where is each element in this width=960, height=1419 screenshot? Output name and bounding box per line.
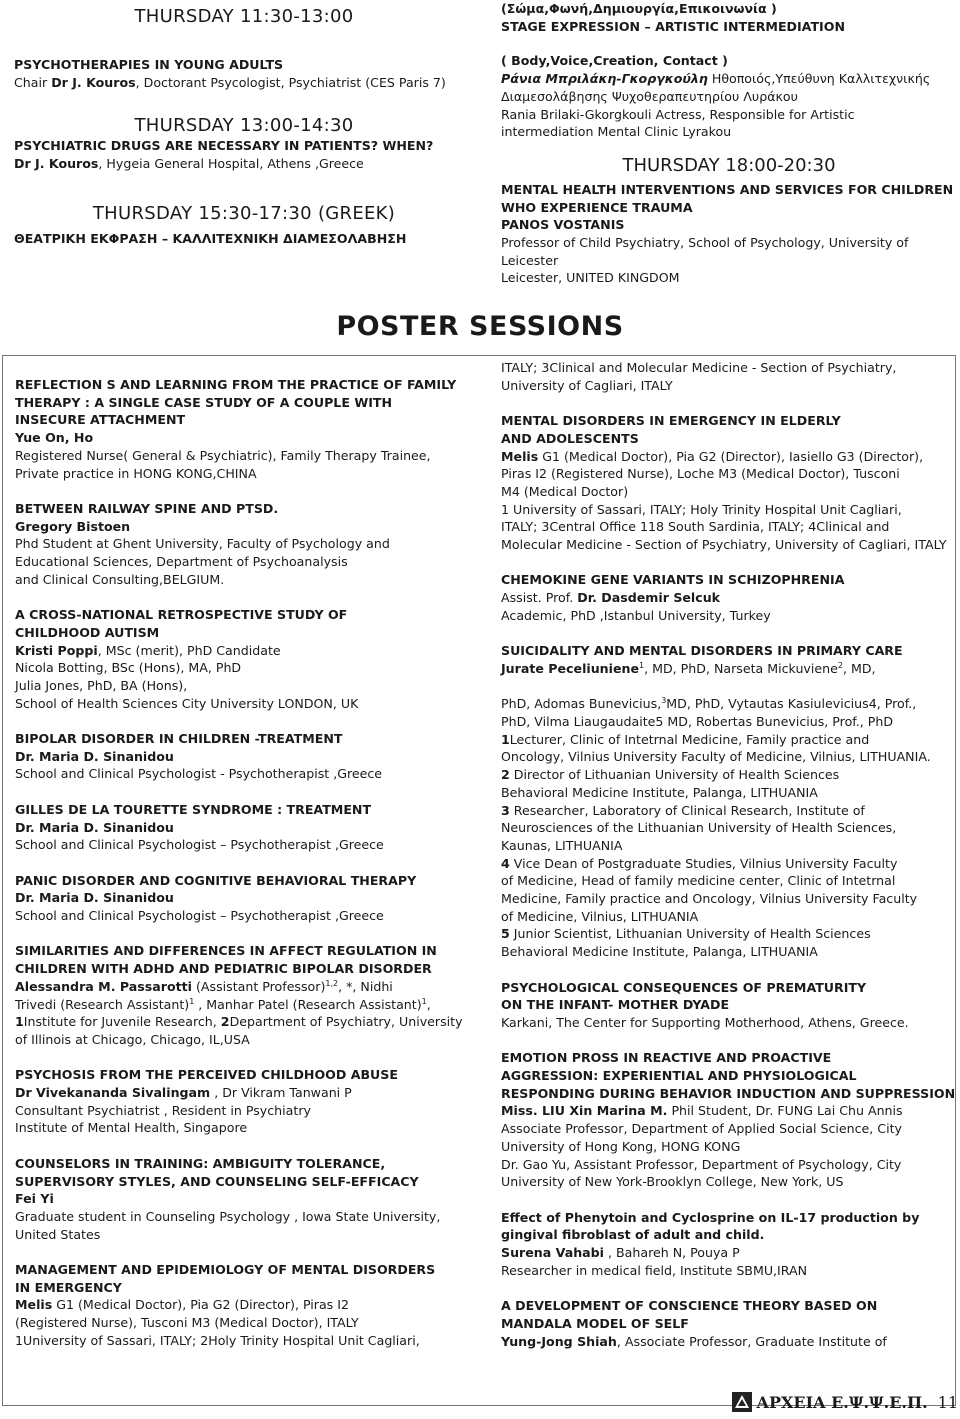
session-subtitle-greek: (Σώμα,Φωνή,Δημιουργία,Επικοινωνία ) <box>501 1 777 16</box>
schedule-heading-2: THURSDAY 13:00-14:30 <box>134 115 354 137</box>
poster-entry <box>501 1209 956 1280</box>
entry-text: , <box>426 996 431 1012</box>
entry-line <box>15 642 480 660</box>
entry-line <box>15 978 480 996</box>
entry-text: Melis <box>501 448 539 464</box>
entry-line: AGGRESSION: EXPERIENTIAL AND PHYSIOLOGICAL <box>501 1068 857 1084</box>
speaker-line: Διαμεσολάβησης Ψυχοθεραπευτηρίου Λυράκου <box>501 88 798 104</box>
entry-line: University of Cagliari, ITALY <box>501 377 673 393</box>
poster-entry <box>501 359 956 394</box>
entry-text: Jurate Peceliuniene <box>501 660 640 676</box>
entry-line: Dr. Maria D. Sinanidou <box>15 819 174 835</box>
entry-line: School and Clinical Psychologist – Psychotherapist ,Greece <box>15 908 384 924</box>
entry-text: 2 <box>501 767 510 783</box>
entry-line: Molecular Medicine - Section of Psychiatry, University of Cagliari, ITALY <box>501 537 947 553</box>
entry-line <box>501 448 956 466</box>
entry-line: Yue On, Ho <box>15 430 94 446</box>
entry-text: , *, Nidhi <box>338 978 393 994</box>
entry-line: Phd Student at Ghent University, Faculty of Psychology and <box>15 536 390 552</box>
entry-text: , Bahareh N, Pouya P <box>604 1245 740 1261</box>
entry-line: CHEMOKINE GENE VARIANTS IN SCHIZOPHRENIA <box>501 572 845 588</box>
poster-entry <box>15 1155 480 1244</box>
speaker-role: Ηθοποιός,Υπεύθυνη Καλλιτεχνικής <box>707 71 931 87</box>
entry-line: AND ADOLESCENTS <box>501 430 639 446</box>
top-right-column <box>501 0 957 287</box>
entry-line: Medicine, Family practice and Oncology, Vilnius University Faculty <box>501 891 918 907</box>
entry-line <box>501 855 956 873</box>
entry-line: (Registered Nurse), Tusconi M3 (Medical Doctor), ITALY <box>15 1315 359 1331</box>
entry-line: Institute of Mental Health, Singapore <box>15 1120 248 1136</box>
entry-text: G1 (Medical Doctor), Pia G2 (Director), Piras I2 <box>52 1297 349 1313</box>
entry-text: Dr. Dasdemir Selcuk <box>577 590 721 606</box>
entry-line: Behavioral Medicine Institute, Palanga, LITHUANIA <box>501 944 818 960</box>
entry-line: Dr. Maria D. Sinanidou <box>15 748 174 764</box>
entry-line: Dr. Maria D. Sinanidou <box>15 890 174 906</box>
entry-line: Nicola Botting, BSc (Hons), MA, PhD <box>15 660 242 676</box>
session-title: MENTAL HEALTH INTERVENTIONS AND SERVICES FOR CHILDREN <box>501 181 954 197</box>
entry-text: , MD, <box>842 660 876 676</box>
entry-line: School of Health Sciences City University LONDON, UK <box>15 695 359 711</box>
poster-entry <box>15 872 480 925</box>
session-speaker <box>14 155 474 173</box>
entry-line: THERAPY : A SINGLE CASE STUDY OF A COUPLE WITH <box>15 394 393 410</box>
entry-text: 1,2 <box>325 978 339 988</box>
entry-line: School and Clinical Psychologist – Psychotherapist ,Greece <box>15 837 384 853</box>
entry-text: 2 <box>220 1014 230 1030</box>
entry-line <box>501 589 956 607</box>
poster-entry <box>501 571 956 624</box>
entry-line: Consultant Psychiatrist , Resident in Psychiatry <box>15 1102 311 1118</box>
entry-line: gingival fibroblast of adult and child. <box>501 1227 765 1243</box>
entry-text: 1 <box>15 1014 24 1030</box>
entry-line: EMOTION PROSS IN REACTIVE AND PROACTIVE <box>501 1050 832 1066</box>
entry-line: Educational Sciences, Department of Psychoanalysis <box>15 554 348 570</box>
entry-text: MD, PhD, Vytautas Kasiulevicius4, Prof., <box>666 696 917 712</box>
entry-line: Associate Professor, Department of Applied Social Science, City <box>501 1121 902 1137</box>
entry-line: MENTAL DISORDERS IN EMERGENCY IN ELDERLY <box>501 413 841 429</box>
entry-line: Private practice in HONG KONG,CHINA <box>15 465 257 481</box>
poster-entry <box>15 1261 480 1350</box>
entry-line: IN EMERGENCY <box>15 1279 122 1295</box>
entry-line: GILLES DE LA TOURETTE SYNDROME : TREATMENT <box>15 801 372 817</box>
entry-line: PSYCHOSIS FROM THE PERCEIVED CHILDHOOD ABUSE <box>15 1067 398 1083</box>
entry-line: University of New York-Brooklyn College, New York, US <box>501 1174 844 1190</box>
entry-text: Director of Lithuanian University of Health Sciences <box>509 767 840 783</box>
entry-line: CHILDREN WITH ADHD AND PEDIATRIC BIPOLAR DISORDER <box>15 961 432 977</box>
schedule-heading-4: THURSDAY 18:00-20:30 <box>622 154 836 176</box>
entry-line <box>501 766 956 784</box>
entry-text: 4 <box>501 855 510 871</box>
entry-line <box>15 996 480 1014</box>
entry-line: SUICIDALITY AND MENTAL DISORDERS IN PRIMARY CARE <box>501 643 903 659</box>
schedule-heading-1: THURSDAY 11:30-13:00 <box>134 6 354 27</box>
journal-emblem-icon <box>731 1391 753 1413</box>
entry-text: 1 <box>421 996 427 1006</box>
entry-text: Yung-Jong Shiah <box>501 1333 617 1349</box>
entry-line: of Illinois at Chicago, Chicago, IL,USA <box>15 1031 250 1047</box>
chair-label: Chair <box>14 74 52 90</box>
entry-line <box>501 1244 956 1262</box>
entry-line: Academic, PhD ,Istanbul University, Turkey <box>501 607 771 623</box>
entry-line: RESPONDING DURING BEHAVIOR INDUCTION AND SUPPRESSION <box>501 1085 956 1101</box>
entry-line: ITALY; 3Central Office 118 South Sardinia, ITALY; 4Clinical and <box>501 519 890 535</box>
session-chair <box>14 74 474 92</box>
entry-line <box>501 1333 956 1351</box>
entry-line: BETWEEN RAILWAY SPINE AND PTSD. <box>15 500 279 516</box>
entry-line: A DEVELOPMENT OF CONSCIENCE THEORY BASED ON <box>501 1298 878 1314</box>
entry-line: Registered Nurse( General & Psychiatric), Family Therapy Trainee, <box>15 447 431 463</box>
entry-text: Vice Dean of Postgraduate Studies, Vilnius University Faculty <box>509 855 898 871</box>
session-title: STAGE EXPRESSION – ARTISTIC INTERMEDIATION <box>501 18 845 34</box>
journal-logo <box>731 1391 928 1413</box>
poster-left-column <box>15 376 480 1350</box>
entry-text: Assist. Prof. <box>501 590 578 606</box>
entry-text: 1 <box>501 731 510 747</box>
poster-entry <box>15 606 480 712</box>
entry-line <box>501 1102 956 1120</box>
entry-line: Neurosciences of the Lithuanian University of Health Sciences, <box>501 820 897 836</box>
entry-text: Researcher, Laboratory of Clinical Research, Institute of <box>509 802 865 818</box>
session-title: WHO EXPERIENCE TRAUMA <box>501 199 693 215</box>
entry-line: M4 (Medical Doctor) <box>501 483 629 499</box>
poster-sessions-title: POSTER SESSIONS <box>336 311 624 342</box>
schedule-heading-3: THURSDAY 15:30-17:30 (GREEK) <box>92 202 396 224</box>
entry-text: Melis <box>15 1297 53 1313</box>
entry-text: 3 <box>661 696 667 706</box>
poster-right-column <box>501 359 956 1350</box>
entry-line: SUPERVISORY STYLES, AND COUNSELING SELF-EFFICACY <box>15 1173 419 1189</box>
entry-text: Surena Vahabi <box>501 1245 604 1261</box>
entry-text: PhD, Adomas Bunevicius, <box>501 696 662 712</box>
poster-entry <box>15 376 480 482</box>
entry-line: INSECURE ATTACHMENT <box>15 412 186 428</box>
entry-line <box>15 1296 480 1314</box>
entry-line: Dr. Gao Yu, Assistant Professor, Department of Psychology, City <box>501 1156 902 1172</box>
entry-line: REFLECTION S AND LEARNING FROM THE PRACTICE OF FAMILY <box>15 377 457 392</box>
chair-name: Dr J. Kouros <box>51 74 136 90</box>
entry-line: and Clinical Consulting,BELGIUM. <box>15 571 225 587</box>
entry-text: , Associate Professor, Graduate Institute of <box>616 1333 887 1349</box>
speaker-name: Dr J. Kouros <box>14 156 99 172</box>
poster-entry <box>15 730 480 783</box>
entry-line: Researcher in medical field, Institute SBMU,IRAN <box>501 1262 808 1278</box>
entry-line: PANIC DISORDER AND COGNITIVE BEHAVIORAL THERAPY <box>15 872 417 888</box>
entry-line: MANAGEMENT AND EPIDEMIOLOGY OF MENTAL DISORDERS <box>15 1262 436 1278</box>
entry-line: A CROSS-NATIONAL RETROSPECTIVE STUDY OF <box>15 607 348 623</box>
entry-line: Fei Yi <box>15 1191 54 1207</box>
entry-line <box>15 1084 480 1102</box>
poster-entry <box>15 1066 480 1137</box>
entry-line <box>501 925 956 943</box>
session-title: PSYCHIATRIC DRUGS ARE NECESSARY IN PATIENTS? WHEN? <box>14 138 434 154</box>
entry-text: 3 <box>501 802 510 818</box>
poster-entry <box>501 979 956 1032</box>
entry-line: United States <box>15 1226 101 1242</box>
entry-line: Gregory Bistoen <box>15 518 131 534</box>
page-footer <box>731 1387 958 1417</box>
entry-line: of Medicine, Head of family medicine center, Clinic of Intetrnal <box>501 873 896 889</box>
entry-text: Lecturer, Clinic of Intetrnal Medicine, Family practice and <box>509 731 870 747</box>
entry-line: BIPOLAR DISORDER IN CHILDREN -TREATMENT <box>15 731 343 747</box>
entry-line: ON THE INFANT- MOTHER DYADE <box>501 997 730 1013</box>
entry-text: , MD, PhD, Narseta Mickuviene <box>644 660 838 676</box>
entry-text: 5 <box>501 926 510 942</box>
entry-text: Trivedi (Research Assistant) <box>15 996 190 1012</box>
entry-line: 1 University of Sassari, ITALY; Holy Trinity Hospital Unit Cagliari, <box>501 501 902 517</box>
poster-entry <box>501 1049 956 1191</box>
journal-title: ΑΡΧΕΙΑ Ε.Ψ.Ψ.Ε.Π. <box>756 1392 928 1412</box>
entry-line: COUNSELORS IN TRAINING: AMBIGUITY TOLERANCE, <box>15 1155 386 1171</box>
speaker-line: Rania Brilaki-Gkorgkouli Actress, Responsible for Artistic <box>501 106 855 122</box>
speaker-affiliation: Leicester, UNITED KINGDOM <box>501 270 680 286</box>
entry-line: PSYCHOLOGICAL CONSEQUENCES OF PREMATURITY <box>501 979 867 995</box>
entry-text: (Assistant Professor) <box>191 978 326 994</box>
entry-line: ITALY; 3Clinical and Molecular Medicine - Section of Psychiatry, <box>501 360 897 375</box>
entry-text: 1 <box>189 996 195 1006</box>
entry-line: School and Clinical Psychologist - Psychotherapist ,Greece <box>15 766 383 782</box>
entry-text: 1 <box>639 660 645 670</box>
entry-line: University of Hong Kong, HONG KONG <box>501 1138 741 1154</box>
entry-line <box>501 802 956 820</box>
entry-text: Department of Psychiatry, University <box>229 1014 463 1030</box>
top-left-column <box>14 6 474 248</box>
entry-line <box>501 660 956 678</box>
page-number: 11 <box>937 1392 958 1412</box>
entry-text: Junior Scientist, Lithuanian University of Health Sciences <box>509 926 871 942</box>
entry-line: Piras I2 (Registered Nurse), Loche M3 (Medical Doctor), Tusconi <box>501 466 900 482</box>
entry-line <box>501 695 956 713</box>
session-title: ΘΕΑΤΡΙΚΗ ΕΚΦΡΑΣΗ – ΚΑΛΛΙΤΕΧΝΙΚΗ ΔΙΑΜΕΣΟΛΑΒΗΣΗ <box>14 230 407 246</box>
speaker-line <box>501 70 957 88</box>
entry-text: , Manhar Patel (Research Assistant) <box>194 996 422 1012</box>
entry-line: CHILDHOOD AUTISM <box>15 624 160 640</box>
entry-text: Alessandra M. Passarotti <box>15 978 192 994</box>
poster-entry <box>501 1297 956 1350</box>
entry-line: 1University of Sassari, ITALY; 2Holy Trinity Hospital Unit Cagliari, <box>15 1332 420 1348</box>
poster-entry <box>501 412 956 554</box>
entry-text: Dr Vivekananda Sivalingam <box>15 1085 211 1101</box>
speaker-name: Ράνια Μπριλάκη-Γκοργκούλη <box>501 71 708 87</box>
speaker-name: PANOS VOSTANIS <box>501 217 625 233</box>
entry-line <box>501 731 956 749</box>
entry-text: Institute for Juvenile Research, <box>23 1014 221 1030</box>
poster-entry <box>15 942 480 1048</box>
entry-line: of Medicine, Vilnius, LITHUANIA <box>501 908 699 924</box>
poster-entry <box>501 642 956 961</box>
entry-line: MANDALA MODEL OF SELF <box>501 1315 689 1331</box>
entry-text: , Dr Vikram Tanwani P <box>210 1085 352 1101</box>
entry-line: Oncology, Vilnius University Faculty of Medicine, Vilnius, LITHUANIA. <box>501 749 931 765</box>
entry-line: Karkani, The Center for Supporting Motherhood, Athens, Greece. <box>501 1014 909 1030</box>
poster-entry <box>15 500 480 589</box>
entry-line <box>501 678 956 696</box>
entry-text: , MSc (merit), PhD Candidate <box>97 642 281 658</box>
entry-text: G1 (Medical Doctor), Pia G2 (Director), Iasiello G3 (Director), <box>538 448 924 464</box>
entry-line: SIMILARITIES AND DIFFERENCES IN AFFECT REGULATION IN <box>15 943 437 959</box>
entry-text: Miss. LIU Xin Marina M. <box>501 1103 668 1119</box>
speaker-affiliation: Professor of Child Psychiatry, School of Psychology, University of Leicester <box>501 235 909 268</box>
entry-text: Phil Student, Dr. FUNG Lai Chu Annis <box>667 1103 903 1119</box>
speaker-affiliation: , Hygeia General Hospital, Athens ,Greece <box>98 156 364 172</box>
entry-line: Julia Jones, PhD, BA (Hons), <box>15 677 188 693</box>
entry-line: PhD, Vilma Liaugaudaite5 MD, Robertas Bunevicius, Prof., PhD <box>501 714 894 729</box>
entry-text: Kristi Poppi <box>15 642 98 658</box>
entry-line: Behavioral Medicine Institute, Palanga, LITHUANIA <box>501 784 818 800</box>
entry-line <box>15 1013 480 1031</box>
chair-affiliation: , Doctorant Psycologist, Psychiatrist (CES Paris 7) <box>135 74 446 90</box>
entry-line: Graduate student in Counseling Psychology , Iowa State University, <box>15 1208 441 1224</box>
speaker-line: intermediation Mental Clinic Lyrakou <box>501 124 732 140</box>
entry-line: Effect of Phenytoin and Cyclosprine on IL-17 production by <box>501 1209 920 1225</box>
poster-entry <box>15 801 480 854</box>
session-title: PSYCHOTHERAPIES IN YOUNG ADULTS <box>14 57 284 72</box>
entry-text: 2 <box>837 660 843 670</box>
entry-line: Kaunas, LITHUANIA <box>501 837 623 853</box>
session-subtitle: ( Body,Voice,Creation, Contact ) <box>501 53 728 69</box>
